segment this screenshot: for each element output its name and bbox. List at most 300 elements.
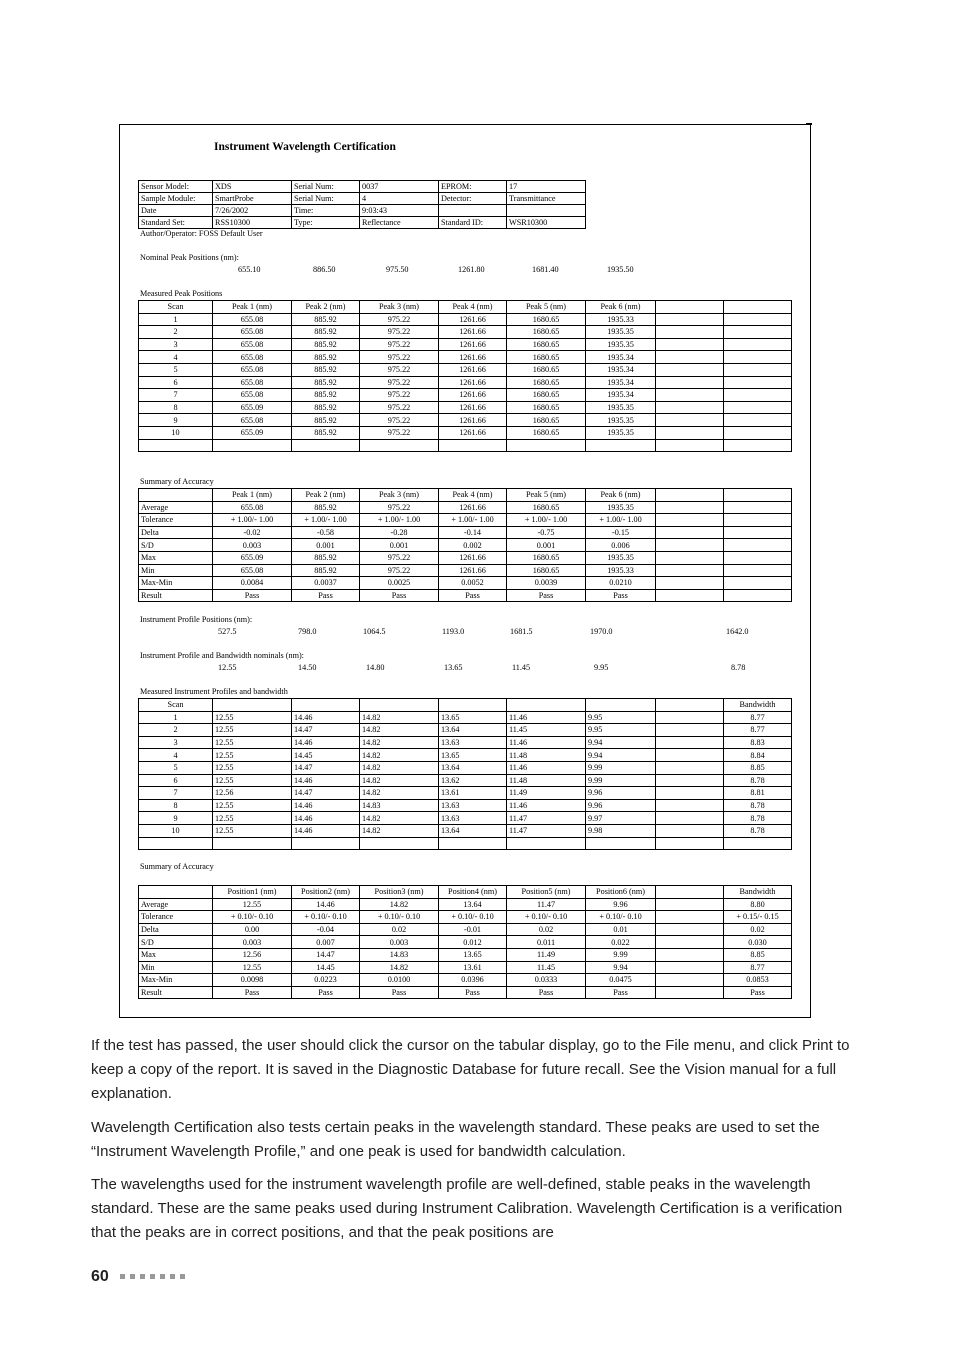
table-row [139, 724, 792, 737]
table-cell: 12.55 [213, 711, 292, 724]
table-cell [656, 338, 724, 351]
table-cell: 14.82 [360, 761, 439, 774]
profile-position-value: 1681.5 [510, 627, 533, 636]
table-cell: 1261.66 [439, 326, 507, 339]
table-cell: 975.22 [360, 338, 439, 351]
table-cell: 12.55 [213, 799, 292, 812]
table-cell: 13.61 [439, 961, 507, 974]
table-cell: 13.61 [439, 787, 507, 800]
table-cell: 1261.66 [439, 363, 507, 376]
table-row [139, 898, 792, 911]
table-cell [656, 799, 724, 812]
table-cell: 9.95 [586, 711, 656, 724]
table-cell: 8.85 [724, 761, 792, 774]
measured-profiles-label: Measured Instrument Profiles and bandwidth [140, 687, 288, 696]
table-row [139, 313, 792, 326]
table-cell: 1935.35 [586, 501, 656, 514]
column-header: Position6 (nm) [586, 886, 656, 899]
table-cell: 9.94 [586, 961, 656, 974]
table-cell: 1935.35 [586, 551, 656, 564]
column-header [656, 489, 724, 502]
table-cell: 13.65 [439, 948, 507, 961]
table-cell [656, 787, 724, 800]
table-cell: 1680.65 [507, 426, 586, 439]
table-cell [656, 526, 724, 539]
measured-peaks-label: Measured Peak Positions [140, 289, 223, 298]
table-row [139, 514, 792, 527]
table-cell: 1680.65 [507, 551, 586, 564]
bandwidth-nominal-value: 13.65 [444, 663, 463, 672]
table-cell [507, 205, 586, 217]
table-cell: 885.92 [292, 564, 360, 577]
table-row [139, 539, 792, 552]
table-cell: 655.08 [213, 501, 292, 514]
column-header: Peak 1 (nm) [213, 301, 292, 314]
table-row [139, 551, 792, 564]
table-cell: 1680.65 [507, 389, 586, 402]
table-cell: 655.08 [213, 376, 292, 389]
table-cell [656, 439, 724, 452]
table-cell: 0.012 [439, 936, 507, 949]
table-cell: 975.22 [360, 351, 439, 364]
table-cell: 655.08 [213, 414, 292, 427]
profile-position-value: 798.0 [298, 627, 317, 636]
table-cell: 885.92 [292, 326, 360, 339]
table-cell: 11.46 [507, 761, 586, 774]
table-cell [656, 564, 724, 577]
bandwidth-nominal-value: 12.55 [218, 663, 237, 672]
table-cell [656, 812, 724, 825]
table-cell [724, 401, 792, 414]
table-cell: 885.92 [292, 501, 360, 514]
table-cell: 8.80 [724, 898, 792, 911]
table-cell: 6 [139, 774, 213, 787]
table-cell: 13.65 [439, 749, 507, 762]
table-cell: 14.45 [292, 749, 360, 762]
table-cell: 8.77 [724, 961, 792, 974]
table-cell [656, 936, 724, 949]
column-header [507, 699, 586, 712]
table-cell [724, 514, 792, 527]
table-cell [656, 837, 724, 850]
table-cell: 10 [139, 426, 213, 439]
table-cell: 1935.34 [586, 376, 656, 389]
table-cell: + 0.15/- 0.15 [724, 911, 792, 924]
table-cell: 0.0025 [360, 577, 439, 590]
table-cell: Pass [724, 986, 792, 999]
table-cell: Pass [439, 589, 507, 602]
table-cell: 975.22 [360, 363, 439, 376]
table-cell: 1680.65 [507, 401, 586, 414]
table-cell: 12.55 [213, 724, 292, 737]
table-cell: 11.48 [507, 749, 586, 762]
table-cell: Serial Num: [292, 193, 360, 205]
table-cell: 14.45 [292, 961, 360, 974]
table-cell: 8.78 [724, 799, 792, 812]
table-cell: 5 [139, 761, 213, 774]
table-cell [656, 514, 724, 527]
table-cell: Min [139, 961, 213, 974]
table-row [139, 812, 792, 825]
table-cell: 7 [139, 389, 213, 402]
table-cell: + 0.10/- 0.10 [439, 911, 507, 924]
table-cell: Tolerance [139, 514, 213, 527]
table-cell: Pass [507, 589, 586, 602]
table-cell: 0.02 [360, 923, 439, 936]
column-header: Position5 (nm) [507, 886, 586, 899]
table-cell [724, 589, 792, 602]
table-cell: 0.001 [507, 539, 586, 552]
table-cell [656, 724, 724, 737]
page-dots-decoration [120, 1274, 185, 1279]
column-header: Position1 (nm) [213, 886, 292, 899]
column-header: Peak 6 (nm) [586, 301, 656, 314]
profile-positions-label: Instrument Profile Positions (nm): [140, 615, 253, 624]
table-cell: 11.47 [507, 824, 586, 837]
table-cell: 12.55 [213, 898, 292, 911]
table-cell: -0.15 [586, 526, 656, 539]
table-cell: 0.003 [213, 539, 292, 552]
profile-position-value: 1064.5 [363, 627, 386, 636]
table-cell: 1261.66 [439, 338, 507, 351]
table-cell: 14.46 [292, 736, 360, 749]
table-cell: Pass [292, 589, 360, 602]
table-row [139, 749, 792, 762]
column-header: Position4 (nm) [439, 886, 507, 899]
table-cell: Reflectance [360, 217, 439, 229]
table-cell: 8.77 [724, 711, 792, 724]
table-row [139, 974, 792, 987]
table-cell [439, 205, 507, 217]
column-header: Peak 4 (nm) [439, 489, 507, 502]
table-cell: 1680.65 [507, 313, 586, 326]
table-row [139, 824, 792, 837]
table-cell: 9.95 [586, 724, 656, 737]
table-cell: + 0.10/- 0.10 [586, 911, 656, 924]
table-cell: 0.0098 [213, 974, 292, 987]
table-cell [656, 551, 724, 564]
table-cell: 1680.65 [507, 501, 586, 514]
table-cell: Pass [586, 589, 656, 602]
table-cell: 0.002 [439, 539, 507, 552]
table-cell: 0.0223 [292, 974, 360, 987]
table-cell: 0.01 [586, 923, 656, 936]
table-cell [507, 439, 586, 452]
table-cell: 1935.35 [586, 326, 656, 339]
table-row [139, 426, 792, 439]
column-header [439, 699, 507, 712]
table-row [139, 205, 586, 217]
table-cell [656, 974, 724, 987]
table-cell: 11.45 [507, 724, 586, 737]
column-header [292, 699, 360, 712]
table-cell: -0.28 [360, 526, 439, 539]
table-cell: 4 [360, 193, 439, 205]
table-cell: 13.64 [439, 724, 507, 737]
table-cell: 1261.66 [439, 313, 507, 326]
table-cell [656, 749, 724, 762]
table-cell: XDS [213, 181, 292, 193]
table-cell [656, 313, 724, 326]
table-cell: 0.0396 [439, 974, 507, 987]
table-cell [656, 961, 724, 974]
paragraph-profile-peaks: The wavelengths used for the instrument wavelength profile are well-defined, stable peaks in the wavelength standard. These are the same peaks used during Instrument Calibration. Wavelength Certification is a verification that the peaks are in correct positions, and that the peak positions are [91, 1176, 843, 1241]
table-cell [586, 439, 656, 452]
profile-position-value: 1642.0 [726, 627, 749, 636]
table-cell: 12.55 [213, 736, 292, 749]
column-header: Peak 2 (nm) [292, 489, 360, 502]
column-header: Bandwidth [724, 886, 792, 899]
table-cell: 1935.34 [586, 351, 656, 364]
table-cell: 8.81 [724, 787, 792, 800]
table-cell: 0.02 [724, 923, 792, 936]
column-header: Peak 2 (nm) [292, 301, 360, 314]
column-header [360, 699, 439, 712]
table-cell: 7/26/2002 [213, 205, 292, 217]
table-row [139, 564, 792, 577]
table-cell: 14.47 [292, 787, 360, 800]
table-cell: 14.46 [292, 774, 360, 787]
table-cell: 11.47 [507, 898, 586, 911]
table-cell: 1261.66 [439, 376, 507, 389]
table-cell [656, 711, 724, 724]
table-cell: 8.78 [724, 812, 792, 825]
table-cell [656, 539, 724, 552]
table-cell: 0.011 [507, 936, 586, 949]
table-cell: 13.63 [439, 736, 507, 749]
table-cell [656, 376, 724, 389]
table-cell: 11.49 [507, 948, 586, 961]
table-cell: 0.001 [292, 539, 360, 552]
summary-accuracy-table-1 [138, 488, 792, 602]
table-cell: Pass [439, 986, 507, 999]
table-cell: 1935.33 [586, 564, 656, 577]
table-cell [656, 501, 724, 514]
table-cell: 885.92 [292, 313, 360, 326]
table-row [139, 787, 792, 800]
table-cell [656, 898, 724, 911]
table-cell [656, 426, 724, 439]
table-cell: 885.92 [292, 338, 360, 351]
table-cell: 885.92 [292, 389, 360, 402]
table-cell [656, 389, 724, 402]
column-header [656, 301, 724, 314]
table-cell: SmartProbe [213, 193, 292, 205]
column-header: Position3 (nm) [360, 886, 439, 899]
table-cell: 12.56 [213, 948, 292, 961]
header-row [139, 699, 792, 712]
table-cell: Max [139, 551, 213, 564]
table-cell: + 1.00/- 1.00 [586, 514, 656, 527]
table-row [139, 911, 792, 924]
table-cell: S/D [139, 539, 213, 552]
table-cell: 0037 [360, 181, 439, 193]
paragraph-print-report: If the test has passed, the user should click the cursor on the tabular display, go to the File menu, and click Print to keep a copy of the report. It is saved in the Diagnostic Database for future recall. See the Vision manual for a full explanation. [91, 1037, 850, 1102]
table-cell: Pass [360, 589, 439, 602]
table-cell: 11.46 [507, 711, 586, 724]
table-cell: Result [139, 589, 213, 602]
certification-report [119, 124, 811, 1018]
table-cell: Type: [292, 217, 360, 229]
table-cell: 1261.66 [439, 564, 507, 577]
table-cell [656, 363, 724, 376]
table-cell: 13.62 [439, 774, 507, 787]
table-cell: 975.22 [360, 564, 439, 577]
table-cell: 0.0084 [213, 577, 292, 590]
table-cell [656, 911, 724, 924]
report-title: Instrument Wavelength Certification [214, 141, 396, 153]
table-cell: 655.08 [213, 351, 292, 364]
column-header: Peak 4 (nm) [439, 301, 507, 314]
table-cell: 1261.66 [439, 414, 507, 427]
table-cell [213, 439, 292, 452]
table-row [139, 589, 792, 602]
table-cell: 1261.66 [439, 551, 507, 564]
table-cell: 14.46 [292, 711, 360, 724]
table-cell: 975.22 [360, 551, 439, 564]
table-cell [360, 837, 439, 850]
table-cell: 9.97 [586, 812, 656, 825]
table-cell: + 1.00/- 1.00 [360, 514, 439, 527]
table-cell: 975.22 [360, 414, 439, 427]
table-cell [724, 837, 792, 850]
column-header: Peak 5 (nm) [507, 301, 586, 314]
table-cell: 1680.65 [507, 363, 586, 376]
table-cell: Average [139, 898, 213, 911]
table-cell: 0.030 [724, 936, 792, 949]
table-cell [656, 986, 724, 999]
table-cell: Standard ID: [439, 217, 507, 229]
table-cell: Detector: [439, 193, 507, 205]
table-row [139, 501, 792, 514]
table-cell: 1935.35 [586, 414, 656, 427]
table-cell: 1261.66 [439, 501, 507, 514]
table-cell [724, 389, 792, 402]
table-cell [656, 577, 724, 590]
table-cell [724, 414, 792, 427]
column-header: Scan [139, 699, 213, 712]
bandwidth-nominal-value: 14.80 [366, 663, 385, 672]
table-row [139, 401, 792, 414]
table-cell: 14.46 [292, 824, 360, 837]
table-cell: 655.08 [213, 564, 292, 577]
table-cell: Delta [139, 526, 213, 539]
table-cell: 1935.34 [586, 389, 656, 402]
table-cell: 8 [139, 401, 213, 414]
table-cell: 14.82 [360, 824, 439, 837]
table-cell [656, 414, 724, 427]
table-cell [724, 326, 792, 339]
table-cell: 1935.35 [586, 426, 656, 439]
table-cell [656, 774, 724, 787]
table-cell: 5 [139, 363, 213, 376]
table-cell: -0.04 [292, 923, 360, 936]
table-cell [292, 439, 360, 452]
table-cell: 12.55 [213, 749, 292, 762]
measured-peaks-table [138, 300, 792, 452]
table-cell: 11.46 [507, 799, 586, 812]
table-cell: + 0.10/- 0.10 [360, 911, 439, 924]
table-cell: 12.55 [213, 824, 292, 837]
table-cell [656, 326, 724, 339]
table-cell: 13.64 [439, 761, 507, 774]
table-cell [656, 351, 724, 364]
table-row [139, 363, 792, 376]
table-cell: Max [139, 948, 213, 961]
table-cell: 8.78 [724, 824, 792, 837]
table-row [139, 526, 792, 539]
table-cell: 12.55 [213, 812, 292, 825]
table-cell: Average [139, 501, 213, 514]
table-cell [656, 761, 724, 774]
table-cell [724, 439, 792, 452]
table-cell: 11.49 [507, 787, 586, 800]
table-cell: 14.47 [292, 761, 360, 774]
table-cell: 885.92 [292, 376, 360, 389]
table-cell: 885.92 [292, 551, 360, 564]
table-cell: 14.82 [360, 774, 439, 787]
table-cell [656, 736, 724, 749]
table-row [139, 799, 792, 812]
table-cell: 1680.65 [507, 376, 586, 389]
table-cell: 885.92 [292, 414, 360, 427]
table-cell: 975.22 [360, 326, 439, 339]
table-row [139, 181, 586, 193]
table-cell: 9.96 [586, 787, 656, 800]
table-cell: 655.09 [213, 426, 292, 439]
profile-position-value: 527.5 [218, 627, 237, 636]
table-cell [724, 577, 792, 590]
table-cell: 14.82 [360, 961, 439, 974]
table-cell: 9 [139, 414, 213, 427]
table-cell: 975.22 [360, 426, 439, 439]
header-row [139, 886, 792, 899]
table-cell: 0.0100 [360, 974, 439, 987]
table-cell: Pass [586, 986, 656, 999]
table-row [139, 376, 792, 389]
table-cell: 1261.66 [439, 389, 507, 402]
table-cell: 1935.34 [586, 363, 656, 376]
table-cell: 8.85 [724, 948, 792, 961]
table-cell: 975.22 [360, 313, 439, 326]
table-cell: 0.0475 [586, 974, 656, 987]
table-cell: 8.83 [724, 736, 792, 749]
table-row [139, 923, 792, 936]
table-cell: 975.22 [360, 376, 439, 389]
table-cell: -0.58 [292, 526, 360, 539]
table-row [139, 774, 792, 787]
table-cell: 9.99 [586, 948, 656, 961]
summary-accuracy-table-2 [138, 885, 792, 999]
table-cell: 8.84 [724, 749, 792, 762]
column-header [139, 886, 213, 899]
table-cell: 1 [139, 313, 213, 326]
table-cell: Result [139, 986, 213, 999]
table-row [139, 351, 792, 364]
table-row [139, 936, 792, 949]
table-cell: 9:03:43 [360, 205, 439, 217]
table-cell [724, 551, 792, 564]
table-cell: 885.92 [292, 363, 360, 376]
table-cell: 4 [139, 351, 213, 364]
table-cell: 0.0037 [292, 577, 360, 590]
table-cell: Max-Min [139, 577, 213, 590]
table-cell: 14.82 [360, 724, 439, 737]
measured-profiles-table [138, 698, 792, 850]
column-header [724, 489, 792, 502]
author-operator: Author/Operator: FOSS Default User [140, 229, 263, 238]
table-cell: 0.007 [292, 936, 360, 949]
